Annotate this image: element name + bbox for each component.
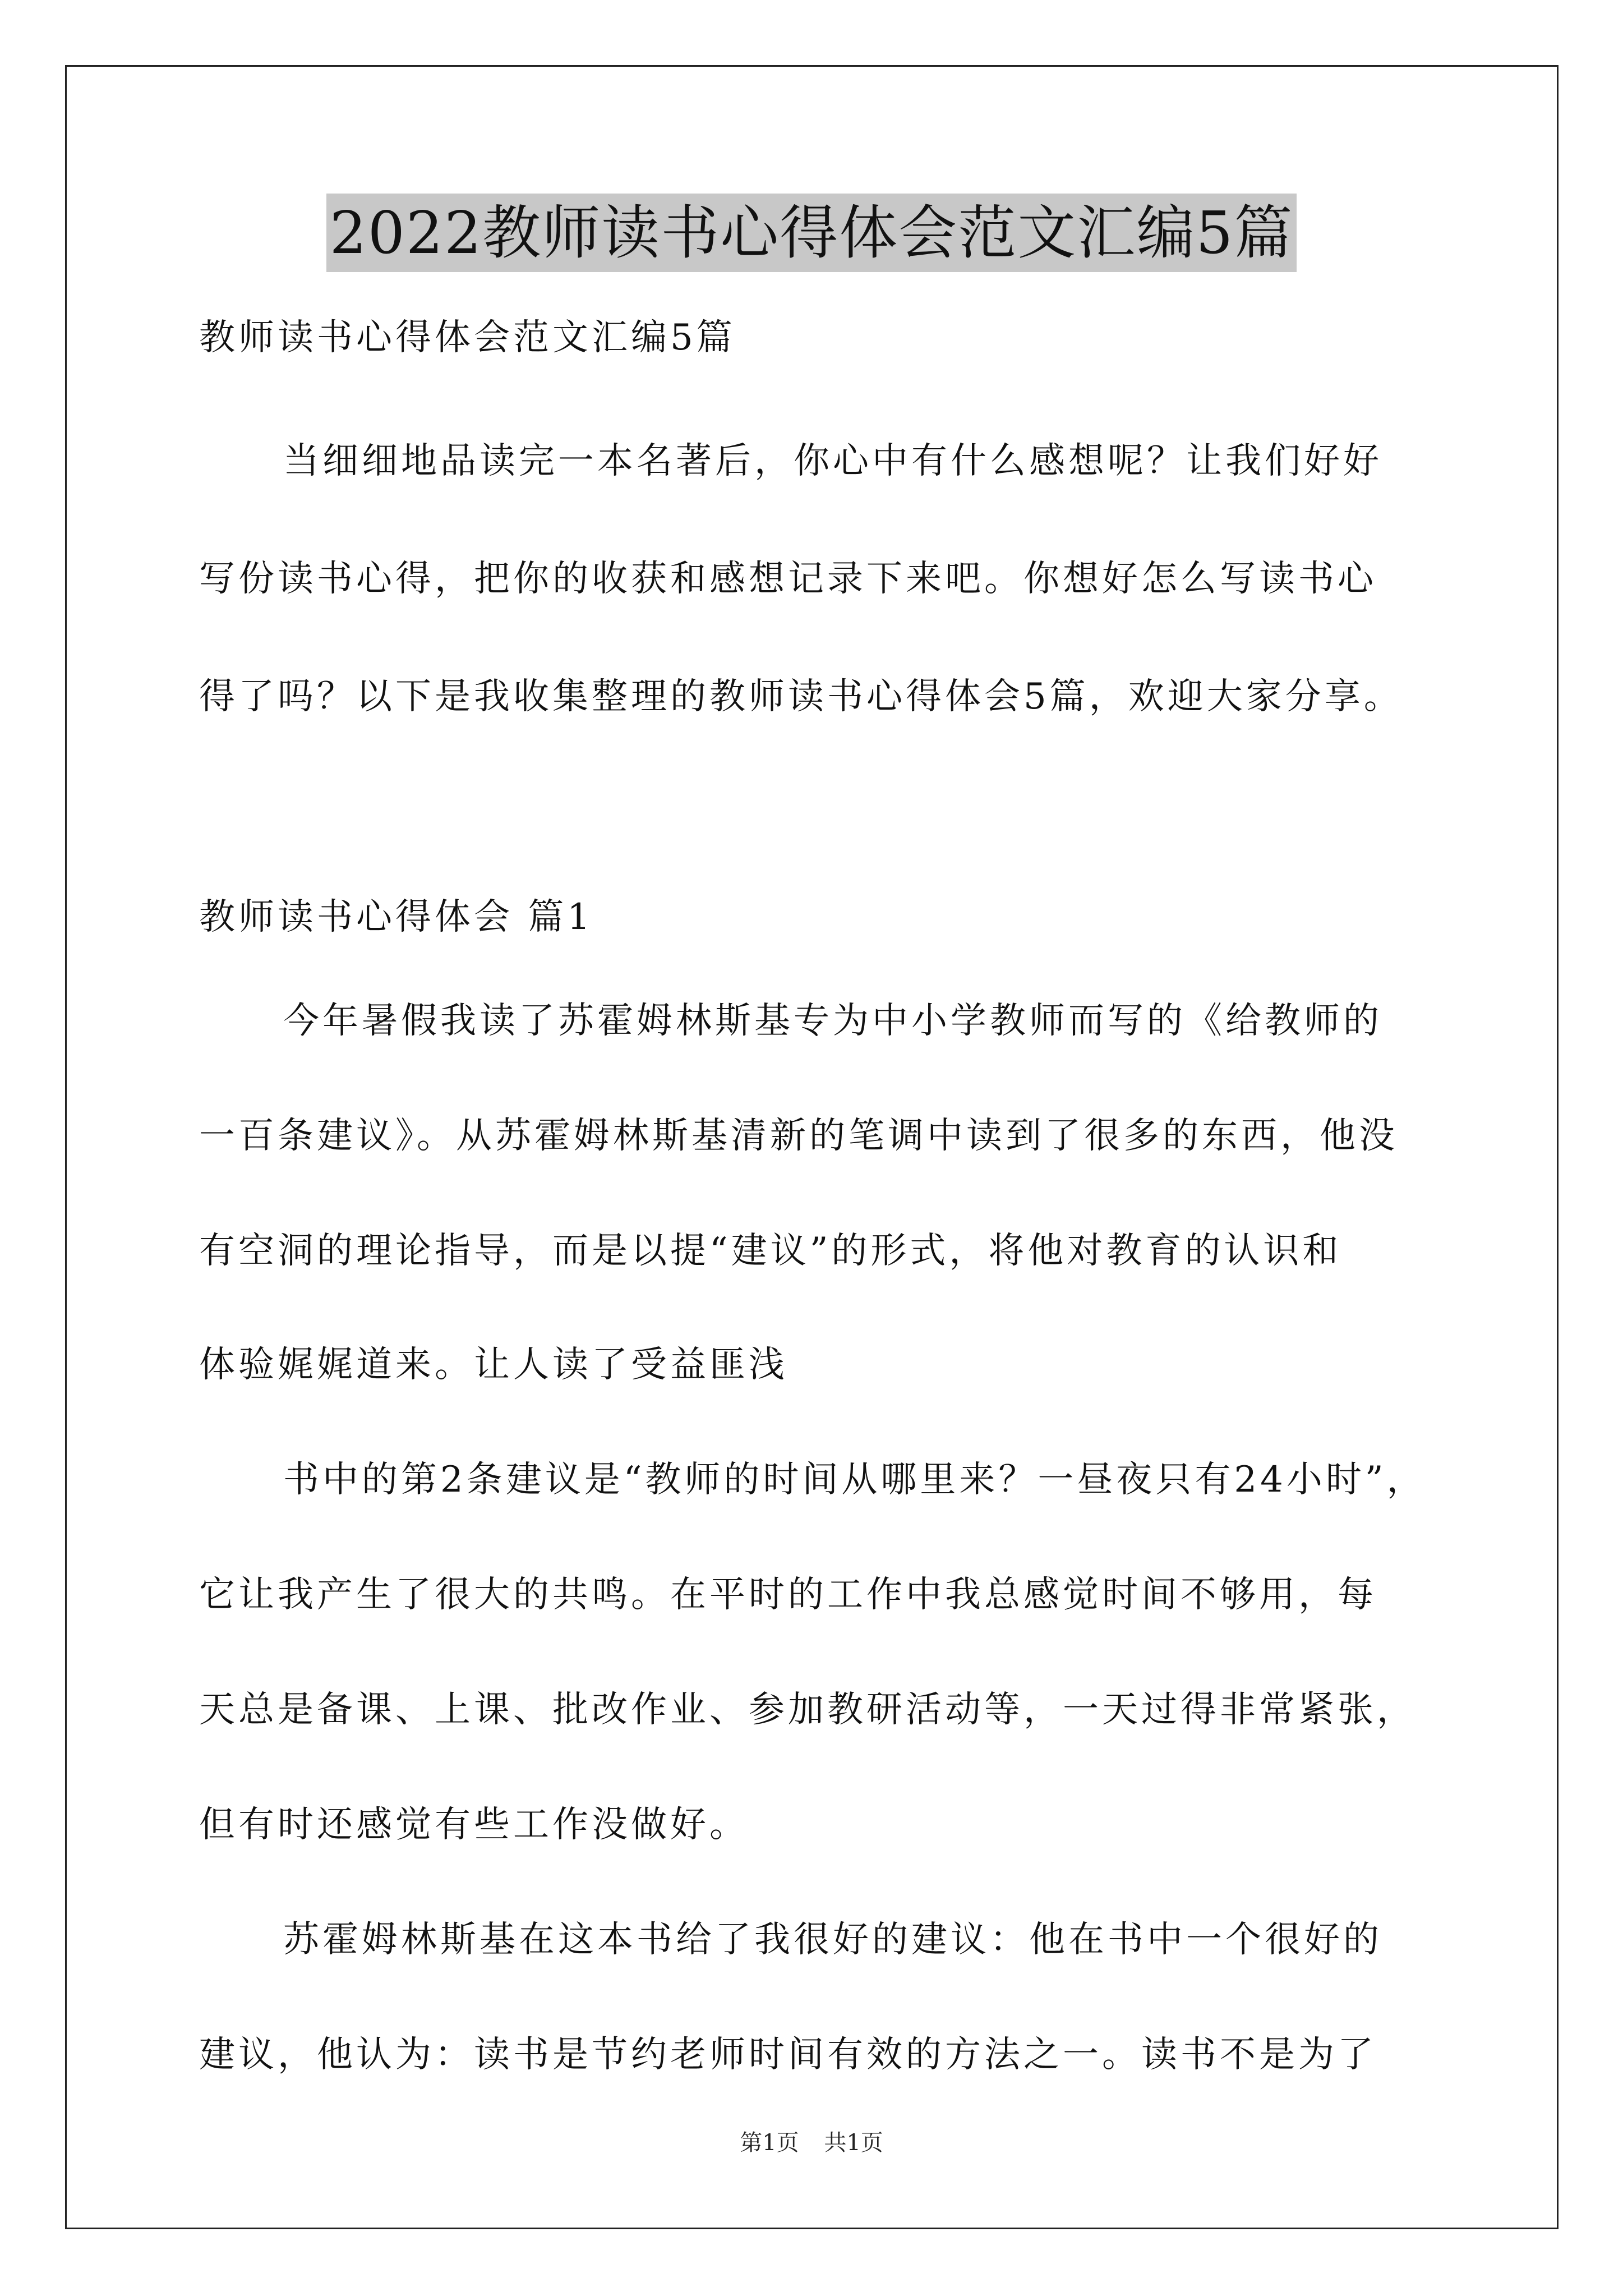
page-number: 第1页 — [740, 2130, 799, 2156]
paragraph1-line-1: 今年暑假我读了苏霍姆林斯基专为中小学教师而写的《给教师的 — [283, 1000, 1382, 1042]
paragraph2-line-3: 天总是备课、上课、批改作业、参加教研活动等，一天过得非常紧张， — [199, 1689, 1416, 1731]
title-container — [0, 194, 1623, 272]
page-footer — [0, 2129, 1623, 2157]
paragraph1-line-4: 体验娓娓道来。让人读了受益匪浅 — [199, 1344, 788, 1386]
document-title: 2022教师读书心得体会范文汇编5篇 — [326, 194, 1297, 272]
paragraph3-line-2: 建议，他认为：读书是节约老师时间有效的方法之一。读书不是为了 — [199, 2034, 1377, 2076]
intro-line-2: 写份读书心得，把你的收获和感想记录下来吧。你想好怎么写读书心 — [199, 558, 1377, 600]
section-heading: 教师读书心得体会 篇1 — [199, 896, 594, 938]
paragraph2-line-1: 书中的第2条建议是“教师的时间从哪里来？一昼夜只有24小时”， — [283, 1459, 1426, 1501]
paragraph2-line-4: 但有时还感觉有些工作没做好。 — [199, 1804, 749, 1846]
paragraph1-line-2: 一百条建议》。从苏霍姆林斯基清新的笔调中读到了很多的东西，他没 — [199, 1115, 1398, 1157]
intro-line-3: 得了吗？以下是我收集整理的教师读书心得体会5篇，欢迎大家分享。 — [199, 676, 1403, 717]
intro-line-1: 当细细地品读完一本名著后，你心中有什么感想呢？让我们好好 — [283, 440, 1382, 482]
paragraph3-line-1: 苏霍姆林斯基在这本书给了我很好的建议：他在书中一个很好的 — [283, 1919, 1382, 1961]
page-total: 共1页 — [824, 2130, 883, 2156]
paragraph1-line-3: 有空洞的理论指导，而是以提“建议”的形式，将他对教育的认识和 — [199, 1230, 1342, 1272]
paragraph2-line-2: 它让我产生了很大的共鸣。在平时的工作中我总感觉时间不够用，每 — [199, 1574, 1377, 1616]
document-subtitle: 教师读书心得体会范文汇编5篇 — [199, 317, 736, 358]
